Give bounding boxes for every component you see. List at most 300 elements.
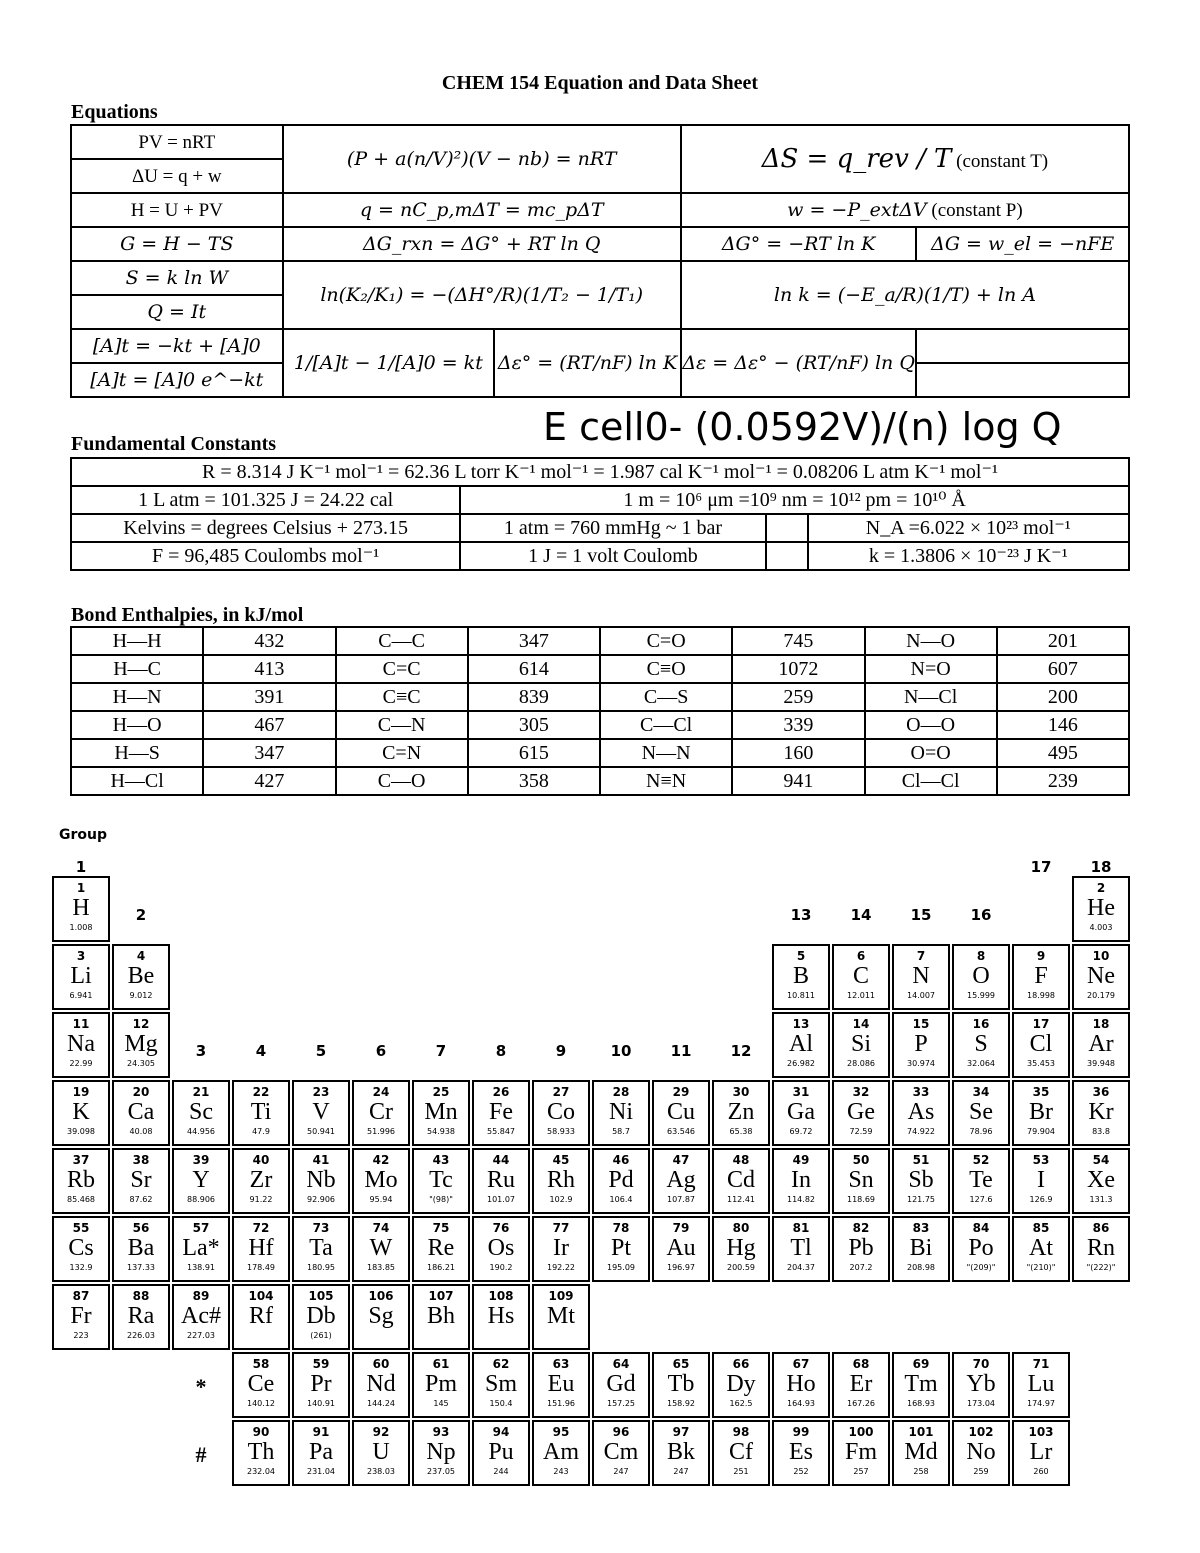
element-symbol: Yb <box>966 1371 996 1397</box>
bond-energy: 305 <box>468 711 600 739</box>
atomic-number: 34 <box>972 1085 990 1099</box>
element-symbol: I <box>1037 1167 1045 1193</box>
element-cell <box>712 1080 770 1146</box>
blank-cell <box>916 363 1129 397</box>
atomic-number: 105 <box>308 1289 334 1303</box>
bond-name: C=O <box>600 627 732 655</box>
gas-constant: R = 8.314 J K⁻¹ mol⁻¹ = 62.36 L torr K⁻¹ mol⁻¹ = 1.987 cal K⁻¹ mol⁻¹ = 0.08206 L atm K⁻¹ mol⁻¹ <box>71 458 1129 486</box>
atomic-number: 7 <box>916 949 926 963</box>
element-cell <box>952 1352 1010 1418</box>
element-symbol: Pu <box>488 1439 514 1465</box>
element-cell <box>832 1012 890 1078</box>
element-cell <box>292 1352 350 1418</box>
atomic-number: 29 <box>672 1085 690 1099</box>
internal-energy-eq: ΔU = q + w <box>71 159 283 193</box>
atomic-mass: 178.49 <box>247 1263 275 1272</box>
atomic-number: 91 <box>312 1425 330 1439</box>
nernst-eq: Δε = Δε° − (RT/nF) ln Q <box>681 329 917 397</box>
atomic-mass: 30.974 <box>907 1059 935 1068</box>
element-symbol: Hg <box>726 1235 756 1261</box>
first-order-eq: [A]t = [A]0 e^−kt <box>71 363 283 397</box>
atomic-number: 15 <box>912 1017 930 1031</box>
element-symbol: Cs <box>68 1235 94 1261</box>
boltzmann-entropy-eq: S = k ln W <box>71 261 283 295</box>
element-symbol: P <box>914 1031 928 1057</box>
atomic-number: 30 <box>732 1085 750 1099</box>
atomic-mass: 20.179 <box>1087 991 1115 1000</box>
atomic-number: 68 <box>852 1357 870 1371</box>
atomic-mass: 101.07 <box>487 1195 515 1204</box>
atomic-number: 71 <box>1032 1357 1050 1371</box>
element-symbol: Kr <box>1088 1099 1114 1125</box>
atomic-number: 16 <box>972 1017 990 1031</box>
atomic-mass: 247 <box>673 1467 689 1476</box>
element-symbol: Rh <box>546 1167 575 1193</box>
element-symbol: He <box>1087 895 1115 921</box>
element-symbol: Sn <box>848 1167 874 1193</box>
element-symbol: Eu <box>547 1371 575 1397</box>
bond-energy: 495 <box>997 739 1129 767</box>
bond-name: C=N <box>336 739 468 767</box>
atomic-mass: 35.453 <box>1027 1059 1055 1068</box>
atomic-number: 28 <box>612 1085 630 1099</box>
atomic-number: 48 <box>732 1153 750 1167</box>
atomic-mass: 140.91 <box>307 1399 335 1408</box>
atomic-number: 25 <box>432 1085 450 1099</box>
element-symbol: Mo <box>364 1167 398 1193</box>
element-symbol: O <box>972 963 990 989</box>
atomic-mass: 87.62 <box>129 1195 153 1204</box>
work-eq-note: (constant P) <box>931 199 1023 221</box>
element-cell <box>232 1080 290 1146</box>
bond-energy: 160 <box>732 739 864 767</box>
atomic-mass: 137.33 <box>127 1263 155 1272</box>
atomic-mass: 173.04 <box>967 1399 995 1408</box>
atomic-number: 100 <box>848 1425 874 1439</box>
element-symbol: Zn <box>727 1099 755 1125</box>
atomic-mass: 26.982 <box>787 1059 815 1068</box>
group-number: 5 <box>315 1042 327 1060</box>
atomic-number: 42 <box>372 1153 390 1167</box>
element-cell <box>52 944 110 1010</box>
atomic-number: 39 <box>192 1153 210 1167</box>
bond-name: C—O <box>336 767 468 795</box>
element-symbol: S <box>974 1031 988 1057</box>
bond-name: N≡N <box>600 767 732 795</box>
atomic-mass: 190.2 <box>489 1263 513 1272</box>
atomic-number: 75 <box>432 1221 450 1235</box>
atomic-number: 58 <box>252 1357 270 1371</box>
element-cell <box>892 1352 950 1418</box>
atomic-mass: 258 <box>913 1467 929 1476</box>
atomic-mass: 195.09 <box>607 1263 635 1272</box>
actinide-marker: # <box>195 1442 207 1467</box>
element-cell <box>532 1148 590 1214</box>
atomic-number: 78 <box>612 1221 630 1235</box>
atomic-mass: 127.6 <box>969 1195 993 1204</box>
atomic-mass: 183.85 <box>367 1263 395 1272</box>
group-number: 11 <box>670 1042 692 1060</box>
atomic-number: 95 <box>552 1425 570 1439</box>
element-cell <box>772 1012 830 1078</box>
bond-energy: 259 <box>732 683 864 711</box>
atomic-mass: 237.05 <box>427 1467 455 1476</box>
element-symbol: Ni <box>609 1099 633 1125</box>
element-symbol: Th <box>247 1439 275 1465</box>
element-symbol: Rb <box>66 1167 95 1193</box>
atomic-number: 41 <box>312 1153 330 1167</box>
atomic-number: 61 <box>432 1357 450 1371</box>
element-symbol: Ir <box>553 1235 569 1261</box>
atomic-number: 109 <box>548 1289 574 1303</box>
bond-name: C—C <box>336 627 468 655</box>
atomic-number: 17 <box>1032 1017 1050 1031</box>
atomic-mass: 78.96 <box>969 1127 993 1136</box>
delta-g0-eq: ΔG° = −RT ln K <box>681 227 917 261</box>
element-symbol: Pb <box>848 1235 874 1261</box>
element-cell <box>592 1080 650 1146</box>
atomic-mass: 28.086 <box>847 1059 875 1068</box>
atomic-mass: 4.003 <box>1089 923 1113 932</box>
atomic-number: 8 <box>976 949 986 963</box>
element-cell <box>232 1216 290 1282</box>
element-symbol: Cl <box>1029 1031 1053 1057</box>
element-symbol: Ce <box>247 1371 275 1397</box>
atomic-mass: 39.098 <box>67 1127 95 1136</box>
element-cell <box>952 1420 1010 1486</box>
atomic-mass: 180.95 <box>307 1263 335 1272</box>
bond-row <box>71 627 1129 655</box>
group-number: 9 <box>555 1042 567 1060</box>
entropy-eq <box>681 125 1129 193</box>
second-order-eq: 1/[A]t − 1/[A]0 = kt <box>283 329 495 397</box>
bond-energy: 839 <box>468 683 600 711</box>
element-symbol: Lr <box>1029 1439 1053 1465</box>
atomic-mass: 243 <box>553 1467 569 1476</box>
element-symbol: Dy <box>726 1371 756 1397</box>
element-cell <box>412 1216 470 1282</box>
element-cell <box>232 1148 290 1214</box>
element-symbol: Po <box>968 1235 994 1261</box>
atomic-mass: 95.94 <box>369 1195 393 1204</box>
element-symbol: Fr <box>70 1303 92 1329</box>
atomic-number: 18 <box>1092 1017 1110 1031</box>
element-cell <box>112 1148 170 1214</box>
atomic-number: 54 <box>1092 1153 1110 1167</box>
atomic-number: 101 <box>908 1425 934 1439</box>
element-cell <box>172 1080 230 1146</box>
bond-energy: 432 <box>203 627 335 655</box>
element-symbol: Co <box>546 1099 575 1125</box>
element-cell <box>952 1080 1010 1146</box>
element-cell <box>412 1148 470 1214</box>
page-title: CHEM 154 Equation and Data Sheet <box>441 72 759 94</box>
group-number: 7 <box>435 1042 447 1060</box>
enthalpy-eq: H = U + PV <box>71 193 283 227</box>
bond-energy: 347 <box>468 627 600 655</box>
atomic-mass: 50.941 <box>307 1127 335 1136</box>
atomic-mass: 174.97 <box>1027 1399 1055 1408</box>
bond-name: N—O <box>865 627 997 655</box>
atomic-mass: 1.008 <box>69 923 93 932</box>
atomic-mass: 151.96 <box>547 1399 575 1408</box>
atomic-mass: 192.22 <box>547 1263 575 1272</box>
element-symbol: Be <box>127 963 155 989</box>
atomic-mass: 252 <box>793 1467 809 1476</box>
atomic-number: 40 <box>252 1153 270 1167</box>
atomic-number: 27 <box>552 1085 570 1099</box>
element-symbol: Fe <box>489 1099 513 1125</box>
element-cell <box>832 1352 890 1418</box>
atomic-mass: 162.5 <box>729 1399 753 1408</box>
atomic-number: 104 <box>248 1289 274 1303</box>
element-cell <box>1072 1012 1130 1078</box>
element-cell <box>412 1352 470 1418</box>
bond-energy: 239 <box>997 767 1129 795</box>
atomic-number: 23 <box>312 1085 330 1099</box>
element-symbol: Ho <box>786 1371 816 1397</box>
element-symbol: Nb <box>306 1167 336 1193</box>
blank-cell <box>916 329 1129 363</box>
element-symbol: Re <box>427 1235 455 1261</box>
element-symbol: Md <box>904 1439 938 1465</box>
atomic-number: 32 <box>852 1085 870 1099</box>
bond-energy: 607 <box>997 655 1129 683</box>
element-cell <box>532 1080 590 1146</box>
bond-row <box>71 711 1129 739</box>
atomic-number: 9 <box>1036 949 1046 963</box>
atomic-mass: "(209)" <box>966 1263 996 1272</box>
atomic-mass: 58.933 <box>547 1127 575 1136</box>
atomic-number: 79 <box>672 1221 690 1235</box>
atomic-mass: 226.03 <box>127 1331 155 1340</box>
bond-name: H—H <box>71 627 203 655</box>
blank-cell <box>766 514 808 542</box>
atomic-mass: 121.75 <box>907 1195 935 1204</box>
boltzmann-constant: k = 1.3806 × 10⁻²³ J K⁻¹ <box>808 542 1129 570</box>
element-cell <box>712 1148 770 1214</box>
atomic-number: 66 <box>732 1357 750 1371</box>
element-cell <box>352 1080 410 1146</box>
element-cell <box>232 1420 290 1486</box>
atomic-mass: 145 <box>433 1399 449 1408</box>
group-number: 1 <box>75 858 87 876</box>
bond-name: N=O <box>865 655 997 683</box>
element-symbol: Zr <box>249 1167 273 1193</box>
element-cell <box>472 1284 530 1350</box>
element-cell <box>532 1216 590 1282</box>
atomic-mass: 144.24 <box>367 1399 395 1408</box>
bond-name: C≡C <box>336 683 468 711</box>
element-cell <box>832 1216 890 1282</box>
element-cell <box>832 1080 890 1146</box>
atomic-mass: 92.906 <box>307 1195 335 1204</box>
bond-name: H—N <box>71 683 203 711</box>
element-symbol: At <box>1029 1235 1053 1261</box>
arrhenius-eq: ln k = (−E_a/R)(1/T) + ln A <box>681 261 1129 329</box>
atomic-mass: 55.847 <box>487 1127 515 1136</box>
atomic-mass: 186.21 <box>427 1263 455 1272</box>
bond-energy: 347 <box>203 739 335 767</box>
element-cell <box>1012 1080 1070 1146</box>
atomic-mass: 257 <box>853 1467 869 1476</box>
atomic-number: 106 <box>368 1289 394 1303</box>
element-cell <box>1012 1148 1070 1214</box>
element-cell <box>1012 1216 1070 1282</box>
atomic-number: 19 <box>72 1085 90 1099</box>
atomic-number: 82 <box>852 1221 870 1235</box>
element-symbol: Pr <box>310 1371 332 1397</box>
element-symbol: Sg <box>368 1303 394 1329</box>
element-symbol: Mn <box>424 1099 458 1125</box>
atomic-number: 77 <box>552 1221 570 1235</box>
atomic-number: 52 <box>972 1153 990 1167</box>
liter-atm-conversion: 1 L atm = 101.325 J = 24.22 cal <box>71 486 460 514</box>
bond-enthalpy-table <box>70 626 1130 796</box>
atomic-number: 88 <box>132 1289 150 1303</box>
atomic-mass: 167.26 <box>847 1399 875 1408</box>
element-cell <box>1012 1352 1070 1418</box>
element-cell <box>472 1148 530 1214</box>
atomic-number: 86 <box>1092 1221 1110 1235</box>
lanthanide-marker: * <box>195 1374 207 1399</box>
element-cell <box>892 1012 950 1078</box>
element-symbol: Sb <box>908 1167 934 1193</box>
element-symbol: In <box>791 1167 811 1193</box>
entropy-eq-main: ΔS = q_rev / T <box>761 144 952 174</box>
atomic-mass: 58.7 <box>612 1127 630 1136</box>
element-symbol: Pm <box>424 1371 457 1397</box>
atomic-mass: "(210)" <box>1026 1263 1056 1272</box>
atomic-number: 33 <box>912 1085 930 1099</box>
atomic-number: 50 <box>852 1153 870 1167</box>
element-symbol: Bi <box>909 1235 933 1261</box>
element-symbol: Pt <box>610 1235 631 1261</box>
element-symbol: Bk <box>666 1439 695 1465</box>
element-cell <box>1072 1216 1130 1282</box>
element-symbol: Hs <box>487 1303 515 1329</box>
bond-row <box>71 655 1129 683</box>
standard-emf-eq: Δε° = (RT/nF) ln K <box>494 329 681 397</box>
atomic-number: 70 <box>972 1357 990 1371</box>
equations-heading: Equations <box>71 101 158 123</box>
bond-energy: 201 <box>997 627 1129 655</box>
group-number: 3 <box>195 1042 207 1060</box>
element-cell <box>352 1216 410 1282</box>
bond-row <box>71 767 1129 795</box>
element-cell <box>472 1352 530 1418</box>
atomic-mass: 232.04 <box>247 1467 275 1476</box>
atomic-mass: 107.87 <box>667 1195 695 1204</box>
atomic-number: 14 <box>852 1017 870 1031</box>
group-number: 12 <box>730 1042 752 1060</box>
element-symbol: Ac# <box>181 1303 221 1329</box>
element-symbol: Xe <box>1087 1167 1115 1193</box>
atomic-number: 107 <box>428 1289 454 1303</box>
element-cell <box>352 1420 410 1486</box>
ideal-gas-eq: PV = nRT <box>71 125 283 159</box>
element-symbol: Fm <box>844 1439 877 1465</box>
element-symbol: Y <box>192 1167 210 1193</box>
delta-g-rxn-eq: ΔG_rxn = ΔG° + RT ln Q <box>283 227 681 261</box>
element-symbol: Au <box>666 1235 696 1261</box>
element-symbol: Ca <box>127 1099 155 1125</box>
atomic-mass: "(98)" <box>429 1195 453 1204</box>
bond-name: H—O <box>71 711 203 739</box>
atomic-number: 38 <box>132 1153 150 1167</box>
bond-energy: 941 <box>732 767 864 795</box>
atomic-number: 24 <box>372 1085 390 1099</box>
bond-energy: 1072 <box>732 655 864 683</box>
element-cell <box>472 1080 530 1146</box>
element-cell <box>652 1148 710 1214</box>
element-cell <box>652 1420 710 1486</box>
element-symbol: Nd <box>366 1371 396 1397</box>
atomic-number: 99 <box>792 1425 810 1439</box>
element-cell <box>412 1284 470 1350</box>
atomic-number: 49 <box>792 1153 810 1167</box>
atomic-number: 84 <box>972 1221 990 1235</box>
bond-name: O=O <box>865 739 997 767</box>
element-symbol: Br <box>1029 1099 1053 1125</box>
atomic-number: 45 <box>552 1153 570 1167</box>
atomic-mass: 158.92 <box>667 1399 695 1408</box>
element-symbol: Na <box>67 1031 95 1057</box>
atomic-mass: 40.08 <box>129 1127 153 1136</box>
element-cell <box>892 1080 950 1146</box>
element-symbol: Li <box>70 963 92 989</box>
element-cell <box>772 944 830 1010</box>
element-cell <box>292 1216 350 1282</box>
atomic-mass: 10.811 <box>787 991 815 1000</box>
atomic-number: 89 <box>192 1289 210 1303</box>
atomic-number: 76 <box>492 1221 510 1235</box>
atomic-mass: 132.9 <box>69 1263 93 1272</box>
element-symbol: C <box>852 963 869 989</box>
atomic-mass: 131.3 <box>1089 1195 1113 1204</box>
element-cell <box>592 1352 650 1418</box>
work-eq-main: w = −P_extΔV <box>787 198 927 221</box>
element-cell <box>532 1352 590 1418</box>
element-cell <box>772 1080 830 1146</box>
element-cell <box>112 944 170 1010</box>
atomic-mass: 196.97 <box>667 1263 695 1272</box>
element-cell <box>352 1148 410 1214</box>
atomic-mass: 238.03 <box>367 1467 395 1476</box>
element-symbol: N <box>912 963 930 989</box>
element-symbol: Ra <box>127 1303 155 1329</box>
atomic-number: 46 <box>612 1153 630 1167</box>
element-cell <box>52 1284 110 1350</box>
atomic-mass: 39.948 <box>1087 1059 1115 1068</box>
bond-row <box>71 683 1129 711</box>
blank-cell <box>766 542 808 570</box>
atomic-number: 36 <box>1092 1085 1110 1099</box>
atomic-mass: 15.999 <box>967 991 995 1000</box>
element-cell <box>952 1012 1010 1078</box>
atomic-mass: 74.922 <box>907 1127 935 1136</box>
atomic-mass: 259 <box>973 1467 989 1476</box>
element-symbol: U <box>372 1439 390 1465</box>
element-cell <box>712 1352 770 1418</box>
element-cell <box>472 1420 530 1486</box>
element-symbol: W <box>369 1235 393 1261</box>
atomic-mass: 85.468 <box>67 1195 95 1204</box>
atomic-mass: 47.9 <box>252 1127 270 1136</box>
element-symbol: Te <box>969 1167 993 1193</box>
bond-energy: 391 <box>203 683 335 711</box>
atomic-number: 67 <box>792 1357 810 1371</box>
